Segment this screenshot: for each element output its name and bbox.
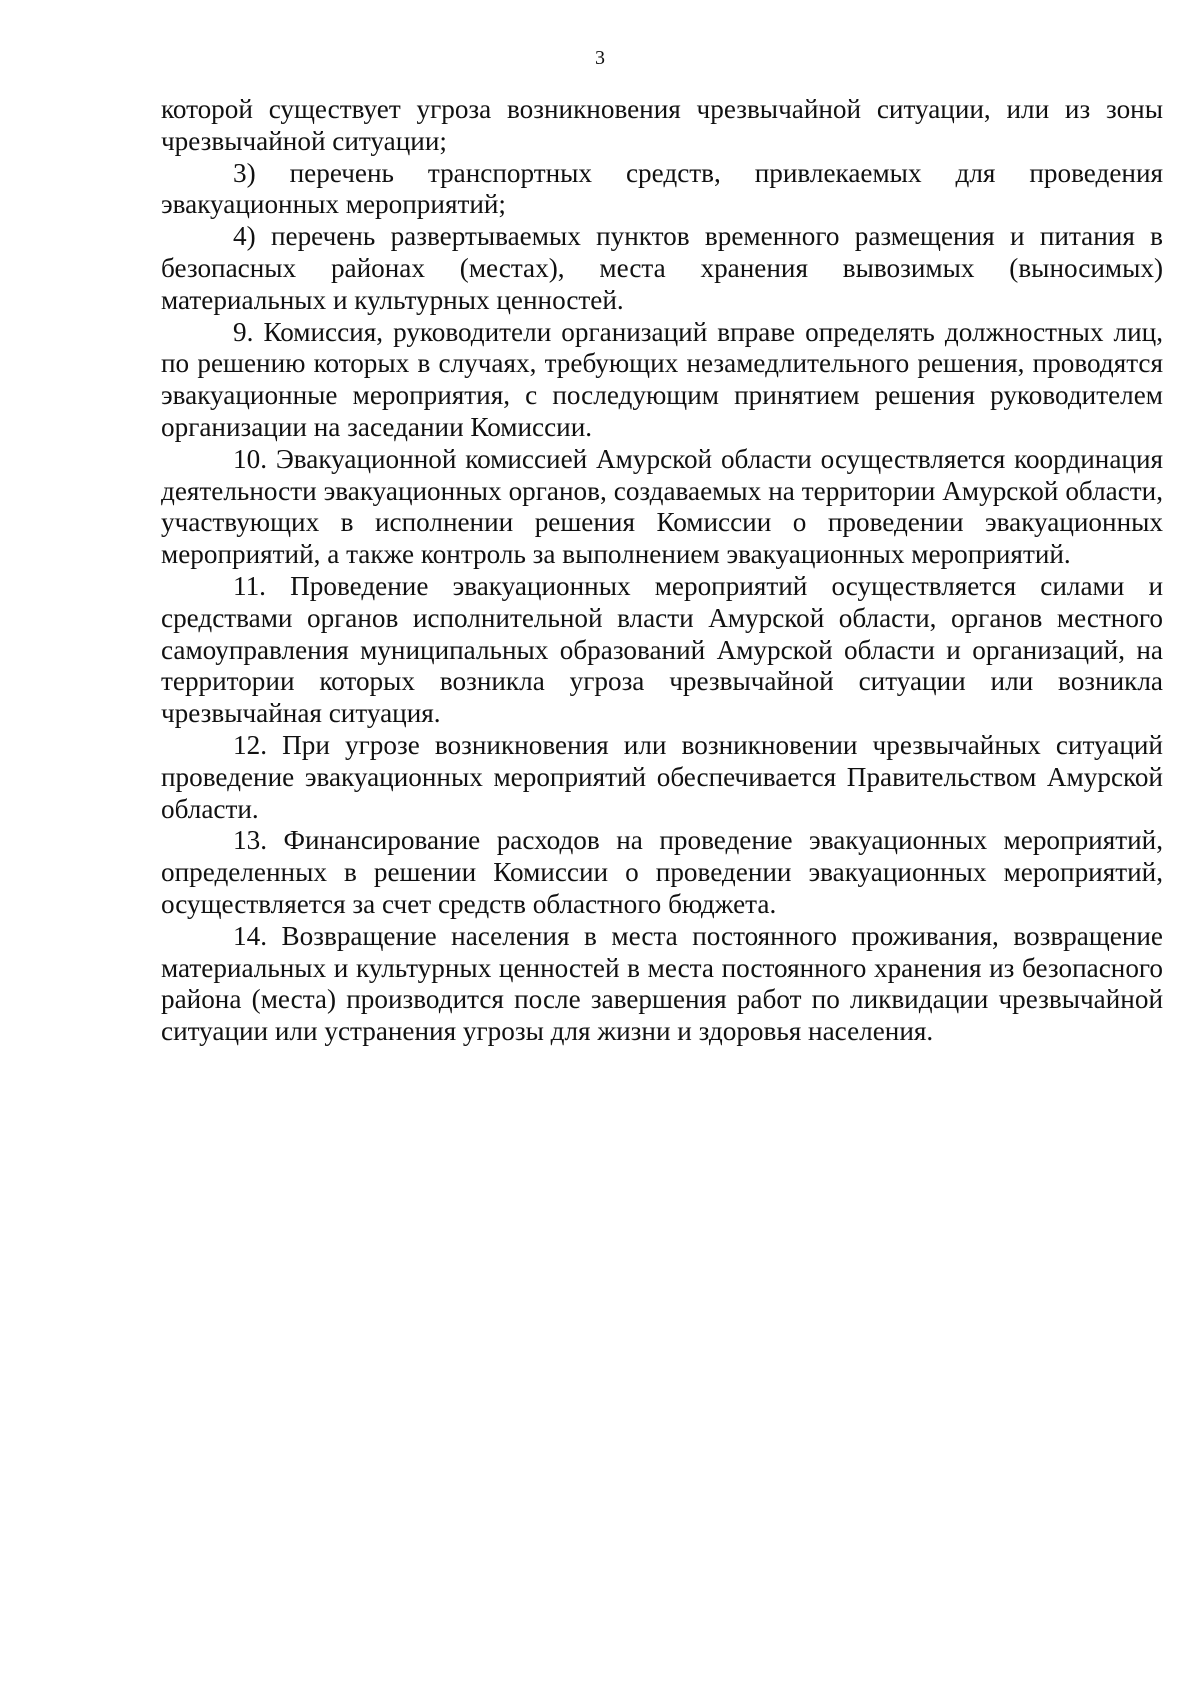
paragraph-continuation: которой существует угроза возникновения чрезвычайной ситуации, или из зоны чрезвычайной ситуации; [161,94,1163,156]
paragraph-clause-10: 10. Эвакуационной комиссией Амурской области осуществляется координация деятельности эвакуационных органов, создаваемых на территории Амурской области, участвующих в исполнении решения Комиссии о проведении эвакуационных мероприятий, а также контроль за выполнением эвакуационных мероприятий. [161,443,1163,570]
paragraph-clause-11: 11. Проведение эвакуационных мероприятий осуществляется силами и средствами органов исполнительной власти Амурской области, органов местного самоуправления муниципальных образований Амурской области и организаций, на территории которых возникла угроза чрезвычайной ситуации или возникла чрезвычайная ситуация. [161,570,1163,729]
paragraph-item-4: 4) перечень развертываемых пунктов временного размещения и питания в безопасных районах (местах), места хранения вывозимых (выносимых) материальных и культурных ценностей. [161,221,1163,315]
paragraph-clause-12: 12. При угрозе возникновения или возникновении чрезвычайных ситуаций проведение эвакуационных мероприятий обеспечивается Правительством Амурской области. [161,729,1163,824]
paragraph-clause-9: 9. Комиссия, руководители организаций вправе определять должностных лиц, по решению которых в случаях, требующих незамедлительного решения, проводятся эвакуационные мероприятия, с последующим принятием решения руководителем организации на заседании Комиссии. [161,316,1163,442]
paragraph-clause-13: 13. Финансирование расходов на проведение эвакуационных мероприятий, определенных в решении Комиссии о проведении эвакуационных мероприятий, осуществляется за счет средств областного бюджета. [161,825,1163,919]
document-body [161,94,1163,1048]
page-number: 3 [595,47,605,69]
paragraph-item-3: 3) перечень транспортных средств, привлекаемых для проведения эвакуационных мероприятий; [161,157,1163,220]
paragraph-clause-14: 14. Возвращение населения в места постоянного проживания, возвращение материальных и культурных ценностей в места постоянного хранения из безопасного района (места) производится после завершения работ по ликвидации чрезвычайной ситуации или устранения угрозы для жизни и здоровья населения. [161,920,1163,1047]
